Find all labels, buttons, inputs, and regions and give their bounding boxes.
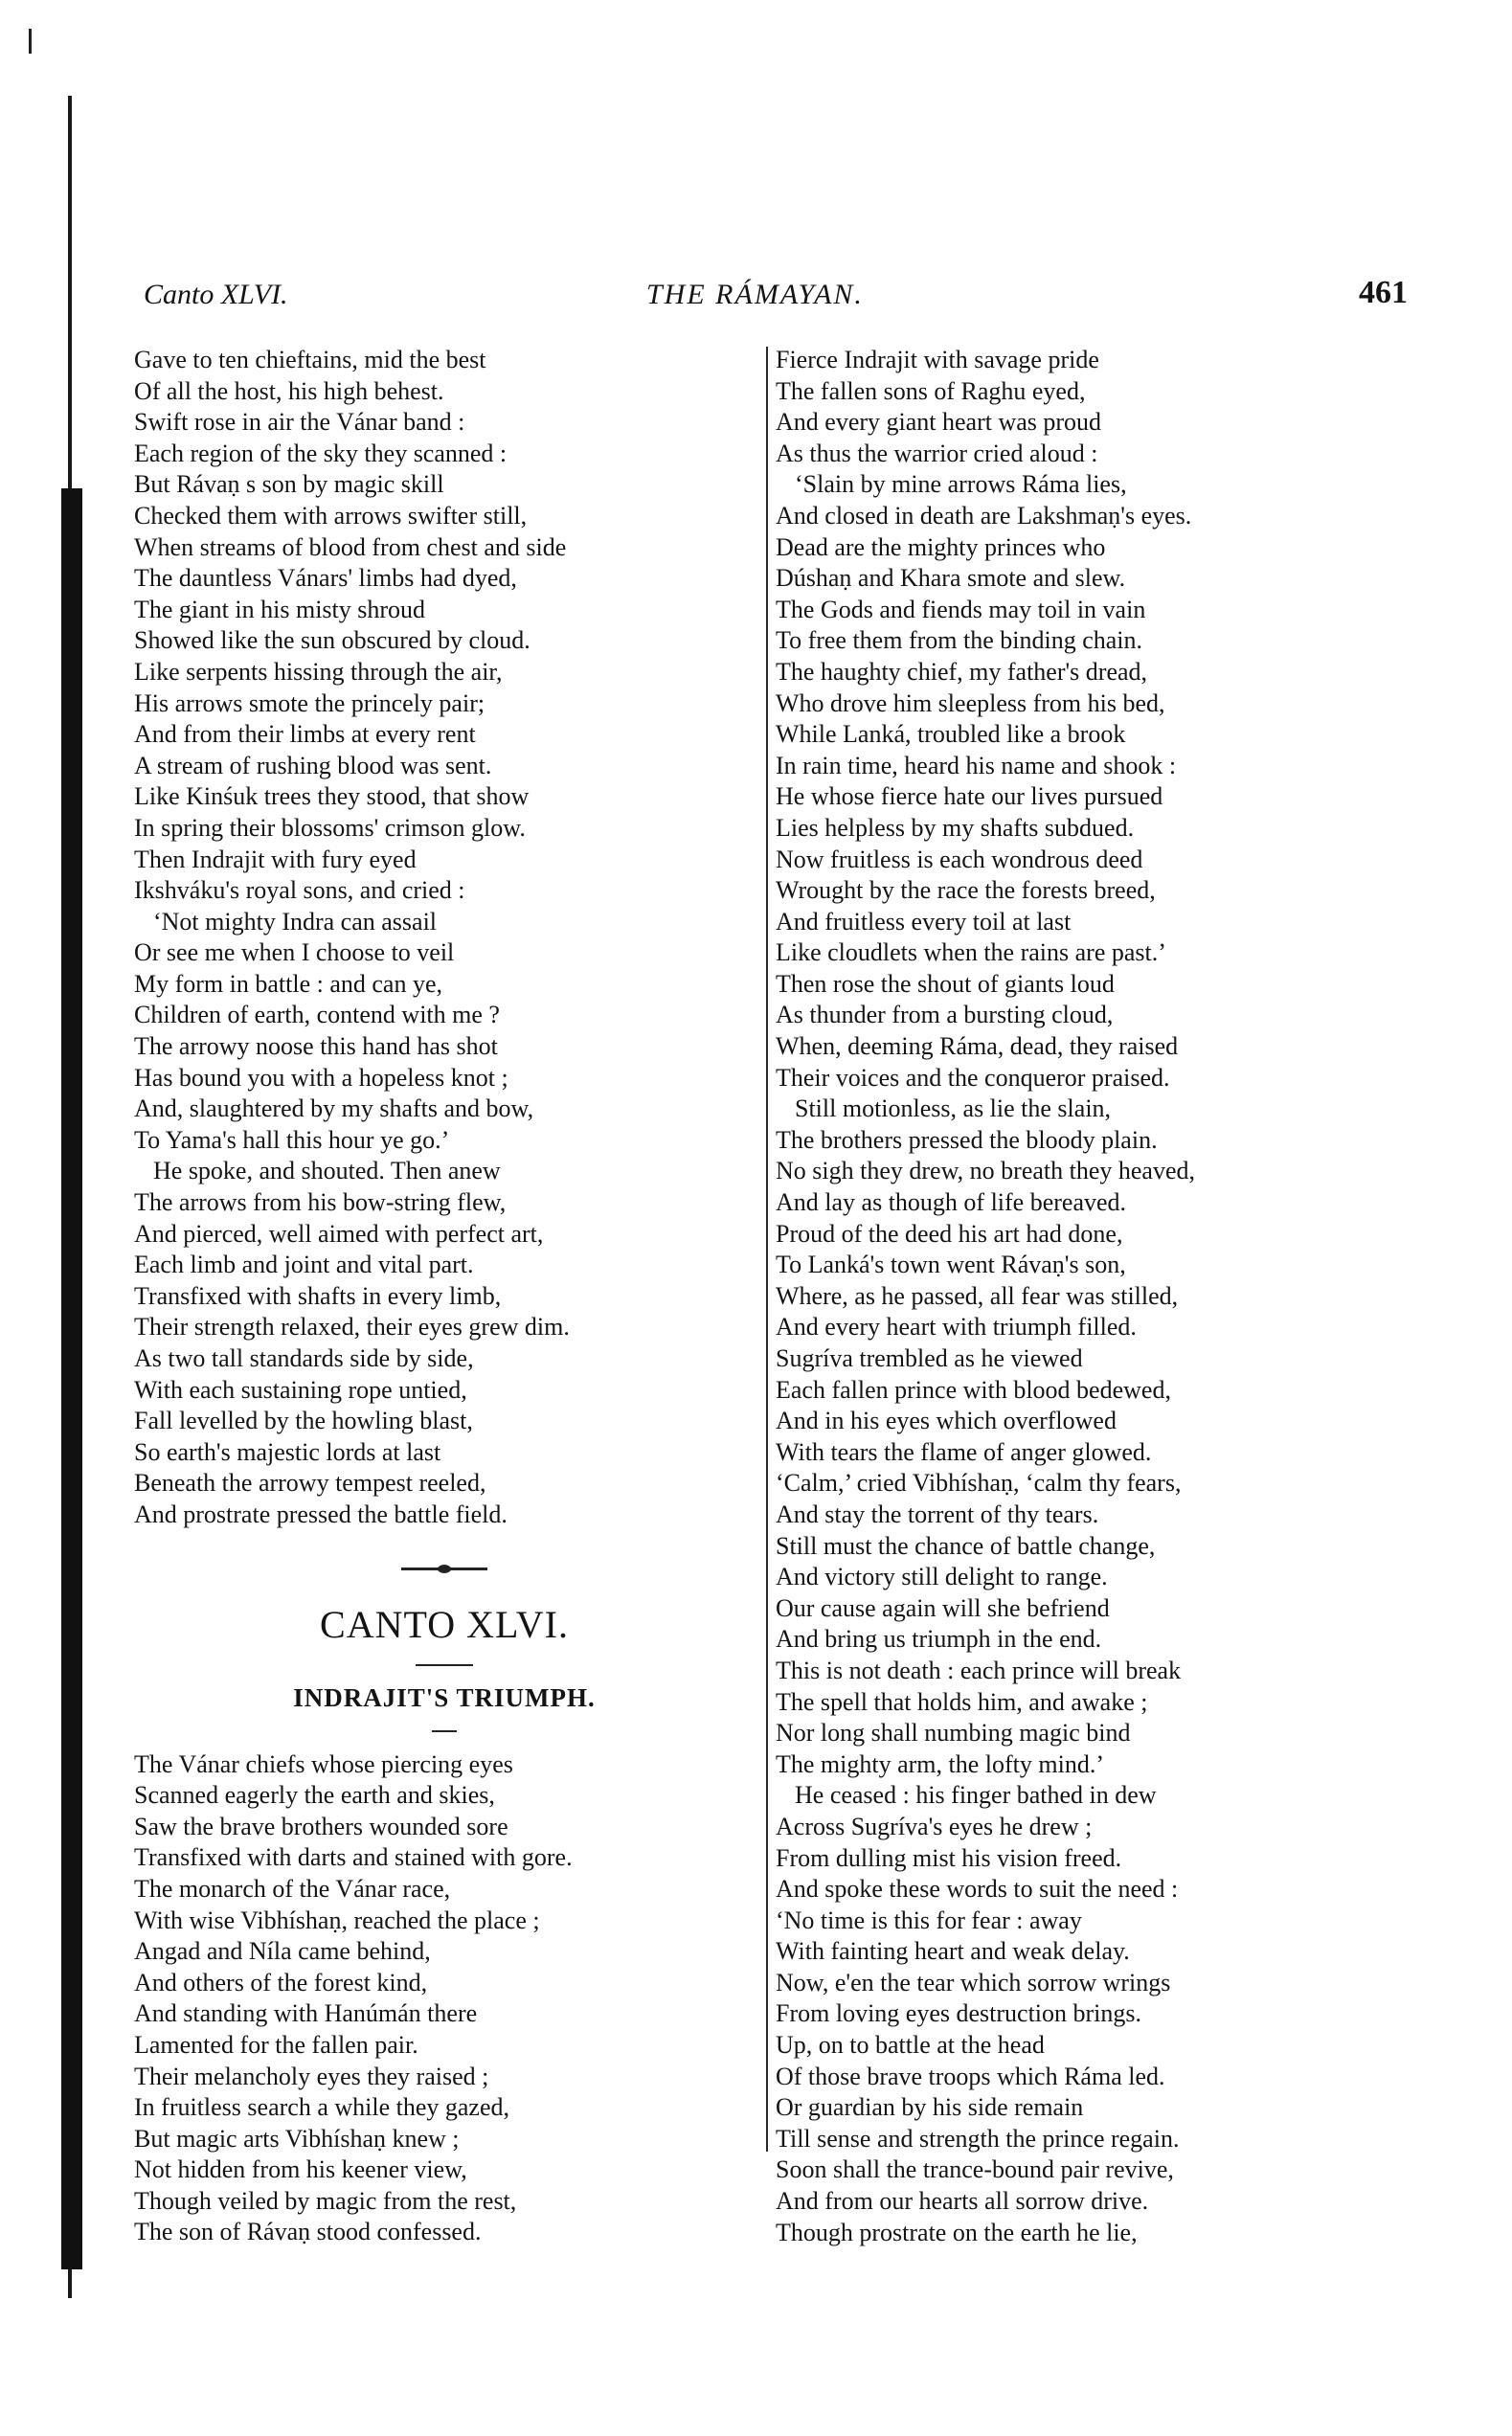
verse-line: The arrows from his bow-string flew, xyxy=(134,1188,507,1217)
verse-line: When streams of blood from chest and side xyxy=(134,532,567,561)
verse-line: With wise Vibhíshaṇ, reached the place ; xyxy=(134,1906,540,1934)
verse-line: With each sustaining rope untied, xyxy=(134,1375,467,1404)
verse-line: Transfixed with darts and stained with gore. xyxy=(134,1843,573,1872)
verse-line: And victory still delight to range. xyxy=(776,1563,1108,1591)
running-header xyxy=(144,271,1408,319)
verse-line: Children of earth, contend with me ? xyxy=(134,1001,500,1029)
verse-line: And pierced, well aimed with perfect art, xyxy=(134,1219,544,1248)
verse-line: Till sense and strength the prince regain. xyxy=(776,2124,1180,2153)
verse-line: Though prostrate on the earth he lie, xyxy=(776,2218,1138,2246)
verse-line: No sigh they drew, no breath they heaved, xyxy=(776,1157,1196,1185)
verse-line: Still must the chance of battle change, xyxy=(776,1531,1156,1560)
verse-line: Then rose the shout of giants loud xyxy=(776,969,1115,998)
verse-line: ‘Calm,’ cried Vibhíshaṇ, ‘calm thy fears, xyxy=(776,1469,1182,1498)
verse-line: Who drove him sleepless from his bed, xyxy=(776,688,1165,717)
verse-line: He spoke, and shouted. Then anew xyxy=(153,1157,501,1185)
verse-line: His arrows smote the princely pair; xyxy=(134,688,485,717)
scan-binding-shadow xyxy=(61,96,82,2298)
verse-line: Has bound you with a hopeless knot ; xyxy=(134,1063,508,1092)
verse-line: Of those brave troops which Ráma led. xyxy=(776,2062,1165,2090)
verse-line: And others of the forest kind, xyxy=(134,1968,428,1996)
verse-line: Now, e'en the tear which sorrow wrings xyxy=(776,1968,1171,1996)
verse-line: The Gods and fiends may toil in vain xyxy=(776,595,1146,623)
verse-line: And lay as though of life bereaved. xyxy=(776,1188,1127,1217)
verse-line: The giant in his misty shroud xyxy=(134,595,426,623)
verse-line: With fainting heart and weak delay. xyxy=(776,1937,1130,1966)
verse-line: The haughty chief, my father's dread, xyxy=(776,657,1148,686)
verse-line: Nor long shall numbing magic bind xyxy=(776,1719,1131,1748)
verse-line: Lamented for the fallen pair. xyxy=(134,2030,418,2059)
verse-line: Sugríva trembled as he viewed xyxy=(776,1344,1083,1372)
verse-line: As two tall standards side by side, xyxy=(134,1344,474,1372)
verse-line: The fallen sons of Raghu eyed, xyxy=(776,376,1086,405)
verse-line: And from our hearts all sorrow drive. xyxy=(776,2187,1149,2216)
canto-subtitle: INDRAJIT'S TRIUMPH. xyxy=(293,1682,596,1712)
verse-line: Their melancholy eyes they raised ; xyxy=(134,2062,489,2090)
verse-line: Soon shall the trance-bound pair revive, xyxy=(776,2155,1174,2184)
verse-line: From dulling mist his vision freed. xyxy=(776,1843,1122,1872)
verse-block-right xyxy=(776,345,1408,2248)
verse-line: Ikshváku's royal sons, and cried : xyxy=(134,876,465,905)
verse-line: Their strength relaxed, their eyes grew dim. xyxy=(134,1313,570,1342)
verse-line: Like Kinśuk trees they stood, that show xyxy=(134,782,530,811)
verse-line: The arrowy noose this hand has shot xyxy=(134,1032,498,1061)
verse-line: Wrought by the race the forests breed, xyxy=(776,876,1156,905)
verse-line: But magic arts Vibhíshaṇ knew ; xyxy=(134,2124,460,2153)
right-column xyxy=(776,345,1408,2248)
verse-line: Each fallen prince with blood bedewed, xyxy=(776,1375,1171,1404)
verse-line: Fall levelled by the howling blast, xyxy=(134,1407,473,1435)
verse-line: And closed in death are Lakshmaṇ's eyes. xyxy=(776,501,1192,530)
verse-line: Where, as he passed, all fear was stilled, xyxy=(776,1281,1179,1310)
verse-line: He whose fierce hate our lives pursued xyxy=(776,782,1163,811)
header-canto: Canto XLVI. xyxy=(144,279,288,310)
verse-line: The monarch of the Vánar race, xyxy=(134,1874,451,1903)
verse-line: Across Sugríva's eyes he drew ; xyxy=(776,1812,1093,1840)
verse-line: Or guardian by his side remain xyxy=(776,2093,1084,2122)
verse-line: Like cloudlets when the rains are past.’ xyxy=(776,938,1166,967)
verse-line: Swift rose in air the Vánar band : xyxy=(134,408,465,437)
left-column xyxy=(134,345,755,2248)
verse-line: In fruitless search a while they gazed, xyxy=(134,2093,510,2122)
verse-line: In rain time, heard his name and shook : xyxy=(776,751,1177,779)
verse-line: And standing with Hanúmán there xyxy=(134,1999,478,2028)
verse-line: My form in battle : and can ye, xyxy=(134,969,443,998)
verse-line: Still motionless, as lie the slain, xyxy=(795,1094,1112,1123)
verse-line: From loving eyes destruction brings. xyxy=(776,1999,1142,2028)
verse-line: As thunder from a bursting cloud, xyxy=(776,1001,1114,1029)
verse-line: The brothers pressed the bloody plain. xyxy=(776,1125,1158,1154)
verse-line: Like serpents hissing through the air, xyxy=(134,657,503,686)
verse-line: Dead are the mighty princes who xyxy=(776,532,1106,561)
verse-line: And bring us triumph in the end. xyxy=(776,1625,1102,1654)
verse-line: Beneath the arrowy tempest reeled, xyxy=(134,1469,486,1498)
verse-line: And stay the torrent of thy tears. xyxy=(776,1500,1099,1528)
verse-line: Fierce Indrajit with savage pride xyxy=(776,346,1099,373)
verse-line: And in his eyes which overflowed xyxy=(776,1407,1117,1435)
verse-block-canto-xlv-end xyxy=(134,345,755,1531)
verse-line: To Yama's hall this hour ye go.’ xyxy=(134,1125,450,1154)
verse-line: And from their limbs at every rent xyxy=(134,720,476,749)
verse-line: Angad and Níla came behind, xyxy=(134,1937,431,1966)
heading-rule xyxy=(134,1652,755,1679)
verse-line: The Vánar chiefs whose piercing eyes xyxy=(134,1749,513,1778)
verse-line: Up, on to battle at the head xyxy=(776,2031,1045,2060)
verse-line: Lies helpless by my shafts subdued. xyxy=(776,813,1135,842)
verse-line: And prostrate pressed the battle field. xyxy=(134,1500,508,1528)
verse-line: To free them from the binding chain. xyxy=(776,626,1143,655)
verse-line: The mighty arm, the lofty mind.’ xyxy=(776,1749,1104,1778)
verse-line: But Rávaṇ s son by magic skill xyxy=(134,470,444,499)
verse-line: With tears the flame of anger glowed. xyxy=(776,1437,1152,1466)
section-ornament xyxy=(134,1531,755,1598)
verse-line: As thus the warrior cried aloud : xyxy=(776,439,1098,467)
verse-line: Dúshaṇ and Khara smote and slew. xyxy=(776,564,1126,593)
verse-line: To Lanká's town went Rávaṇ's son, xyxy=(776,1251,1126,1279)
header-book-title: THE RÁMAYAN. xyxy=(646,279,864,310)
verse-line: In spring their blossoms' crimson glow. xyxy=(134,813,526,842)
verse-line: The dauntless Vánars' limbs had dyed, xyxy=(134,564,517,593)
verse-line: Our cause again will she befriend xyxy=(776,1593,1110,1622)
verse-line: And, slaughtered by my shafts and bow, xyxy=(134,1094,534,1123)
verse-line: ‘Slain by mine arrows Ráma lies, xyxy=(795,470,1127,499)
verse-line: Checked them with arrows swifter still, xyxy=(134,501,528,530)
verse-line: While Lanká, troubled like a brook xyxy=(776,720,1126,749)
verse-line: He ceased : his finger bathed in dew xyxy=(795,1781,1157,1810)
scan-binding-band xyxy=(61,488,82,2269)
verse-line: Gave to ten chieftains, mid the best xyxy=(134,346,486,373)
verse-line: When, deeming Ráma, dead, they raised xyxy=(776,1032,1179,1061)
verse-line: The son of Rávaṇ stood confessed. xyxy=(134,2218,482,2246)
verse-line: Not hidden from his keener view, xyxy=(134,2155,467,2184)
canto-heading: CANTO XLVI. xyxy=(320,1602,569,1646)
verse-line: Saw the brave brothers wounded sore xyxy=(134,1812,508,1840)
verse-line: A stream of rushing blood was sent. xyxy=(134,751,492,779)
verse-block-canto-xlvi xyxy=(134,1749,755,2249)
verse-line: The spell that holds him, and awake ; xyxy=(776,1687,1148,1716)
verse-line: And every heart with triumph filled. xyxy=(776,1313,1137,1342)
verse-line: So earth's majestic lords at last xyxy=(134,1437,441,1466)
verse-line: This is not death : each prince will break xyxy=(776,1656,1182,1684)
verse-line: Then Indrajit with fury eyed xyxy=(134,845,417,873)
column-divider xyxy=(766,347,768,2152)
verse-line: Transfixed with shafts in every limb, xyxy=(134,1281,502,1310)
verse-line: Showed like the sun obscured by cloud. xyxy=(134,626,530,655)
verse-line: Of all the host, his high behest. xyxy=(134,376,444,405)
verse-line: And every giant heart was proud xyxy=(776,408,1102,437)
verse-line: ‘Not mighty Indra can assail xyxy=(153,907,438,936)
verse-line: Each limb and joint and vital part. xyxy=(134,1251,474,1279)
scan-margin-mark xyxy=(29,29,32,54)
verse-line: And fruitless every toil at last xyxy=(776,907,1072,936)
verse-line: Now fruitless is each wondrous deed xyxy=(776,845,1143,873)
verse-line: Their voices and the conqueror praised. xyxy=(776,1063,1170,1092)
subtitle-rule xyxy=(134,1717,755,1749)
verse-line: ‘No time is this for fear : away xyxy=(776,1906,1082,1934)
verse-line: Each region of the sky they scanned : xyxy=(134,439,508,467)
verse-line: Scanned eagerly the earth and skies, xyxy=(134,1781,495,1810)
verse-line: Proud of the deed his art had done, xyxy=(776,1219,1123,1248)
verse-line: Though veiled by magic from the rest, xyxy=(134,2186,517,2215)
verse-line: And spoke these words to suit the need : xyxy=(776,1875,1179,1904)
page-number: 461 xyxy=(1359,275,1408,310)
verse-line: Or see me when I choose to veil xyxy=(134,938,455,967)
